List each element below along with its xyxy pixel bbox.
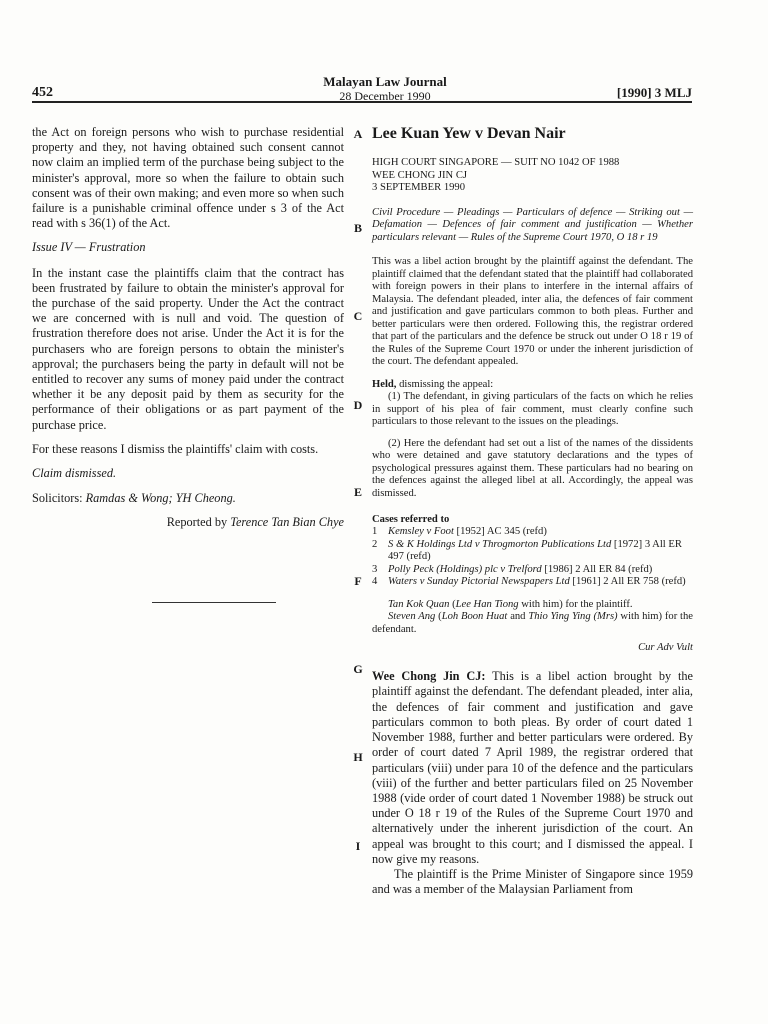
held-section <box>372 379 693 501</box>
held-intro-text: dismissing the appeal: <box>399 378 494 390</box>
left-para-3: For these reasons I dismiss the plaintiffs' claim with costs. <box>32 441 319 456</box>
held-intro <box>372 379 693 429</box>
marker-b: B <box>353 221 362 235</box>
journal-title: Malayan Law Journal <box>323 74 447 89</box>
marker-e: E <box>353 485 362 499</box>
judgment-para-1: Wee Chong Jin CJ: This is a libel action brought by the plaintiff against the defendant. The defendant pleaded, inter alia, the defences of fair comment and justification and gave particulars common to both pleas. By order of court dated 1 November 1988, further and better particulars were ordered. By order of court dated 7 April 1989, the registrar ordered that particulars (viii) under para 10 of the defence and the particulars (viii) of the further and better particulars filed on 25 November 1988 (vide order of court dated 1 November 1988) be struck out under O 18 r 19 of the Rules of the Supreme Court 1970 and alternatively under the inherent jurisdiction of the court. An appeal was brought to this court; and I dismissed the appeal. I now give my reasons. <box>372 669 693 866</box>
court-name: HIGH COURT SINGAPORE — SUIT NO 1042 OF 1988 <box>372 157 620 168</box>
counsel-plaintiff: Tan Kok Quan (Lee Han Tiong with him) for the plaintiff. <box>388 598 633 610</box>
marker-d: D <box>353 398 363 412</box>
reporter-name: Terence Tan Bian Chye <box>230 515 344 530</box>
marker-i: I <box>355 839 361 853</box>
cur-adv-vult: Cur Adv Vult <box>638 642 693 654</box>
page-number: 452 <box>32 85 53 100</box>
end-rule <box>152 602 276 603</box>
headnote-summary: This was a libel action brought by the plaintiff against the defendant. The plaintiff claimed that the defendant stated that the plaintiff had collaborated with foreign powers in their plans to interfere in the internal affairs of Malaysia. The defendant pleaded, inter alia, the defences of fair comment and justification and gave particulars common to both pleas. Further and better particulars were then ordered. Following this, the registrar ordered that part of the particulars and the defence be struck out under O 18 r 19 of the Rules of the Supreme Court 1970 or under the inherent jurisdiction of the court. The defendant appealed. <box>372 256 693 368</box>
held-point-2: (2) Here the defendant had set out a list of the names of the dissidents who were detained and gave statutory declarations and the types of psychological pressures against them. These particulars had no bearing on the defences against the alleged libel at all. Accordingly, the appeal was dismissed. <box>372 437 693 499</box>
held-label: Held, <box>372 378 397 390</box>
marker-a: A <box>353 127 363 141</box>
header-rule <box>32 101 692 103</box>
journal-date: 28 December 1990 <box>339 89 431 103</box>
citation: [1990] 3 MLJ <box>616 85 692 100</box>
counsel <box>372 599 693 637</box>
marker-g: G <box>353 662 363 676</box>
left-para-2: In the instant case the plaintiffs claim that the contract has been frustrated by failure to obtain the minister's approval for the purchase of the said property. Under the Act the contract we are concerned with is null and void. The question of frustration therefore does not arise. Under the Act it is for the purchasers who are foreign persons to obtain the minister's approval; the purchasers being the party in default will not be entitled to recover any sums of money paid under the contract whether it be any deposit paid by them as security for the performance of their obligations or as part payment of the purchase price. <box>32 265 344 432</box>
cases-list <box>372 526 693 589</box>
reported-label: Reported by <box>166 515 228 530</box>
judge-name: Wee Chong Jin CJ: <box>372 669 486 684</box>
claim-dismissed: Claim dismissed. <box>32 466 117 481</box>
catchwords: Civil Procedure — Pleadings — Particulars of defence — Striking out — Defamation — Defences of fair comment and justification — Whether particulars relevant — Rules of the Supreme Court 1970, O 18 r 19 <box>372 206 693 243</box>
decision-date: 3 SEPTEMBER 1990 <box>372 182 466 193</box>
reported-by <box>32 515 344 530</box>
judgment-para-2: The plaintiff is the Prime Minister of Singapore since 1959 and was a member of the Malaysian Parliament from <box>372 866 693 897</box>
solicitors <box>32 491 344 506</box>
case-item: 3 Polly Peck (Holdings) plc v Trelford [1986] 2 All ER 84 (refd) <box>372 563 653 575</box>
left-column <box>32 125 344 540</box>
issue-heading: Issue IV — Frustration <box>32 240 146 255</box>
held-point-1: (1) The defendant, in giving particulars of the facts on which he relies in support of his plea of fair comment, must clearly confine such particulars to those relevant to the issues on the pleadings. <box>372 391 693 428</box>
case-item: 2 S & K Holdings Ltd v Throgmorton Publications Ltd [1972] 3 All ER 497 (refd) <box>372 538 682 563</box>
marker-h: H <box>353 750 363 764</box>
solicitors-label: Solicitors: <box>32 491 83 506</box>
left-para-1: the Act on foreign persons who wish to purchase residential property and they, not having obtained such consent cannot now claim an implied term of the purchase being subject to the minister's approval, more so when the failure to obtain such consent was of their own making; and even more so when such failure is a punishable criminal offence under s 3 of the Act read with s 36(1) of the Act. <box>32 125 344 231</box>
court-info <box>372 157 693 195</box>
journal-header <box>250 75 520 103</box>
marker-f: F <box>354 574 362 588</box>
case-item: 4 Waters v Sunday Pictorial Newspapers Ltd [1961] 2 All ER 758 (refd) <box>372 576 686 588</box>
right-column <box>372 125 693 897</box>
cases-heading: Cases referred to <box>372 514 450 526</box>
case-title: Lee Kuan Yew v Devan Nair <box>372 125 566 142</box>
case-item: 1 Kemsley v Foot [1952] AC 345 (refd) <box>372 526 547 538</box>
judge: WEE CHONG JIN CJ <box>372 169 468 181</box>
solicitors-names: Ramdas & Wong; YH Cheong. <box>85 491 236 506</box>
counsel-defendant: Steven Ang (Loh Boon Huat and Thio Ying Ying (Mrs) with him) for the defendant. <box>372 611 693 635</box>
judgment <box>372 669 693 897</box>
marker-c: C <box>353 309 363 323</box>
